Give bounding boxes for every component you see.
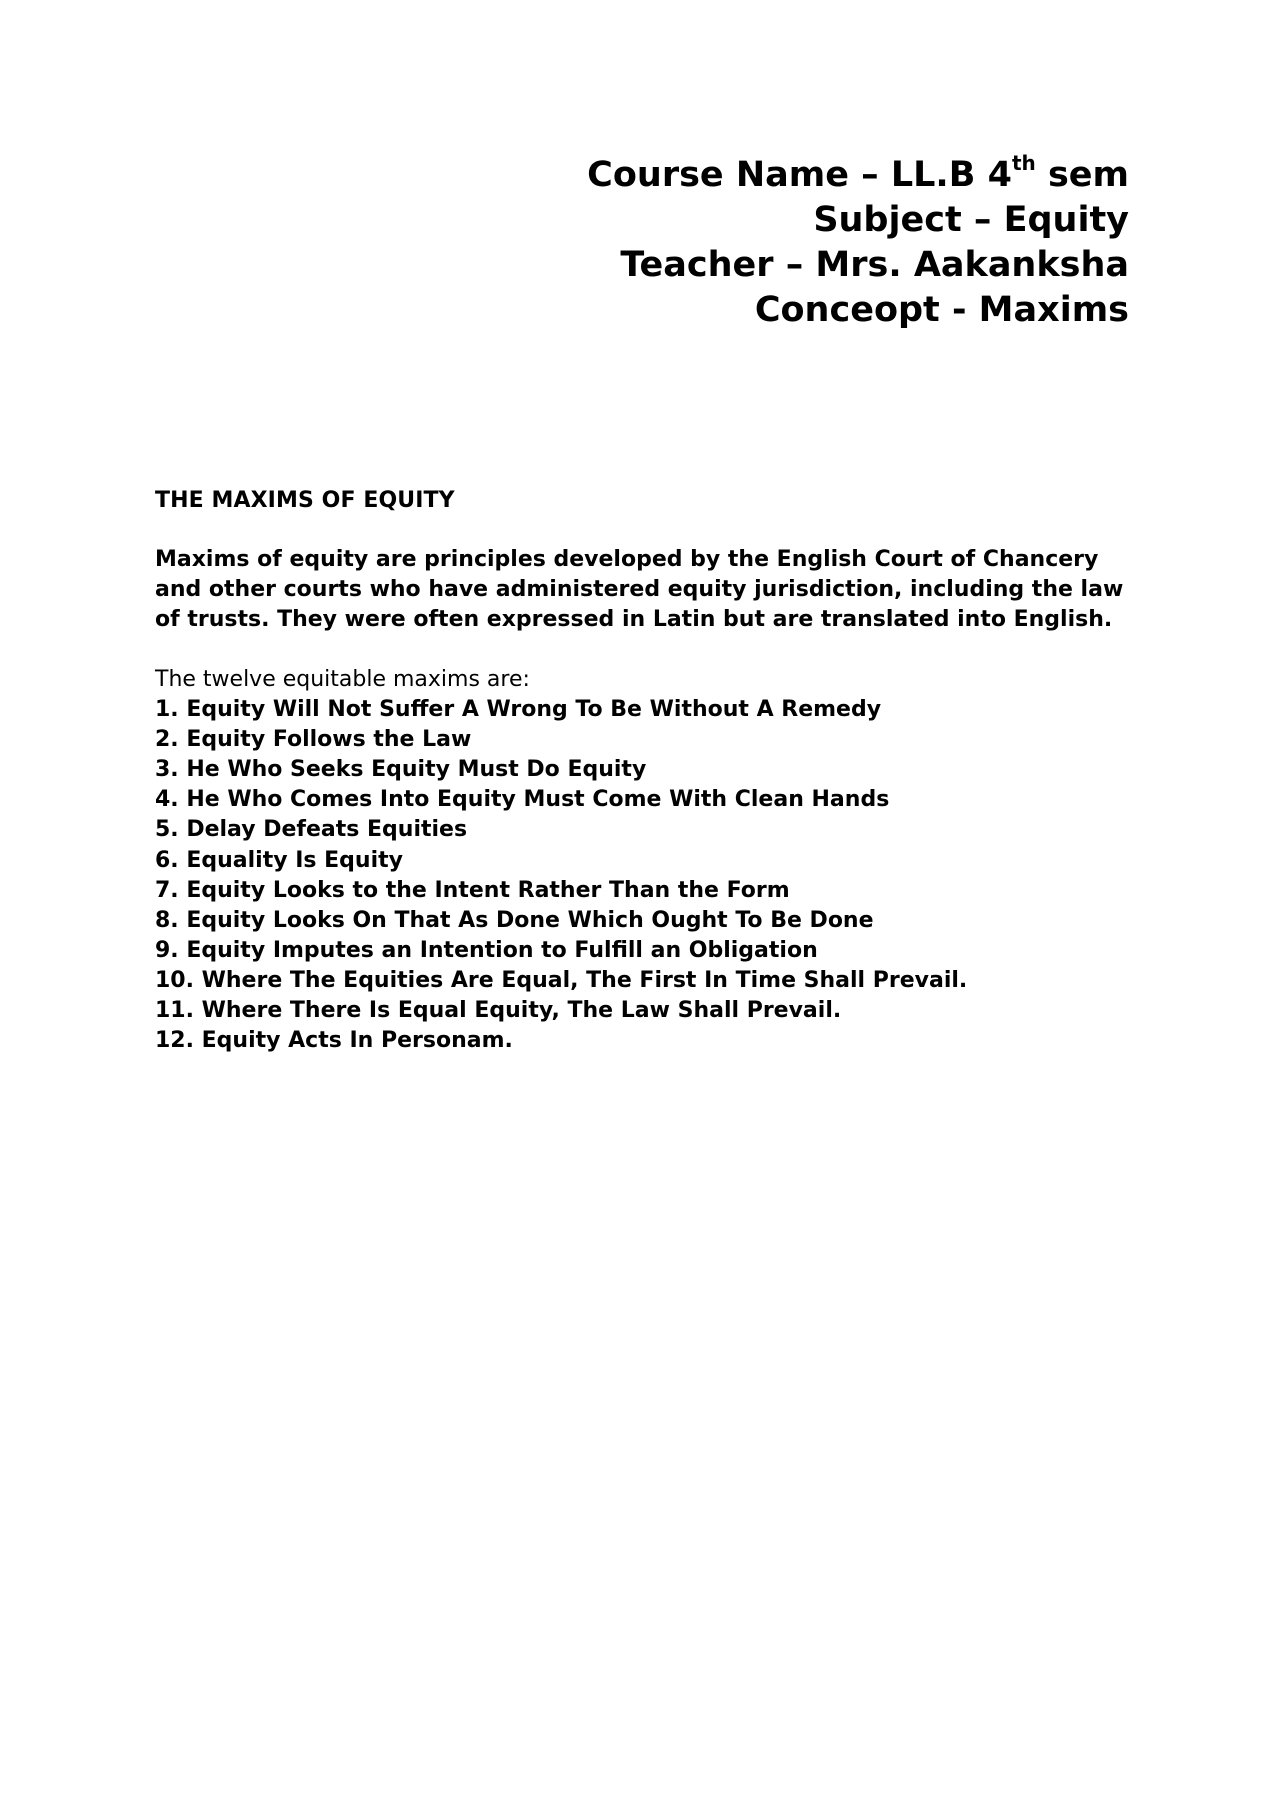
list-item: 4. He Who Comes Into Equity Must Come With Clean Hands	[155, 787, 890, 813]
list-item: 12. Equity Acts In Personam.	[155, 1028, 513, 1054]
course-name	[587, 153, 1129, 198]
list-item: 5. Delay Defeats Equities	[155, 817, 468, 843]
list-item: 8. Equity Looks On That As Done Which Ought To Be Done	[155, 907, 874, 933]
list-item: 7. Equity Looks to the Intent Rather Than the Form	[155, 877, 790, 903]
list-item: 10. Where The Equities Are Equal, The First In Time Shall Prevail.	[155, 967, 968, 993]
list-item: 11. Where There Is Equal Equity, The Law Shall Prevail.	[155, 998, 842, 1024]
document-header	[587, 153, 1129, 333]
section-title: THE MAXIMS OF EQUITY	[155, 488, 455, 513]
intro-line: and other courts who have administered equity jurisdiction, including the law	[155, 577, 1124, 602]
list-item: 6. Equality Is Equity	[155, 847, 403, 873]
intro-paragraph	[155, 545, 1131, 635]
list-item: 1. Equity Will Not Suffer A Wrong To Be Without A Remedy	[155, 697, 882, 723]
course-name-suffix: sem	[1035, 155, 1129, 195]
course-name-text: Course Name – LL.B 4	[587, 155, 1012, 195]
intro-line: Maxims of equity are principles developed by the English Court of Chancery	[155, 547, 1099, 572]
intro-line: of trusts. They were often expressed in Latin but are translated into English.	[155, 607, 1113, 632]
list-item: 3. He Who Seeks Equity Must Do Equity	[155, 757, 647, 783]
list-item: 2. Equity Follows the Law	[155, 727, 472, 753]
list-item: 9. Equity Imputes an Intention to Fulfill an Obligation	[155, 937, 818, 963]
list-lead: The twelve equitable maxims are:	[155, 667, 530, 692]
maxims-list	[155, 665, 967, 1056]
course-superscript: th	[1011, 151, 1036, 176]
teacher: Teacher – Mrs. Aakanksha	[620, 245, 1129, 285]
subject: Subject – Equity	[813, 200, 1129, 240]
concept: Conceopt - Maxims	[754, 290, 1129, 330]
